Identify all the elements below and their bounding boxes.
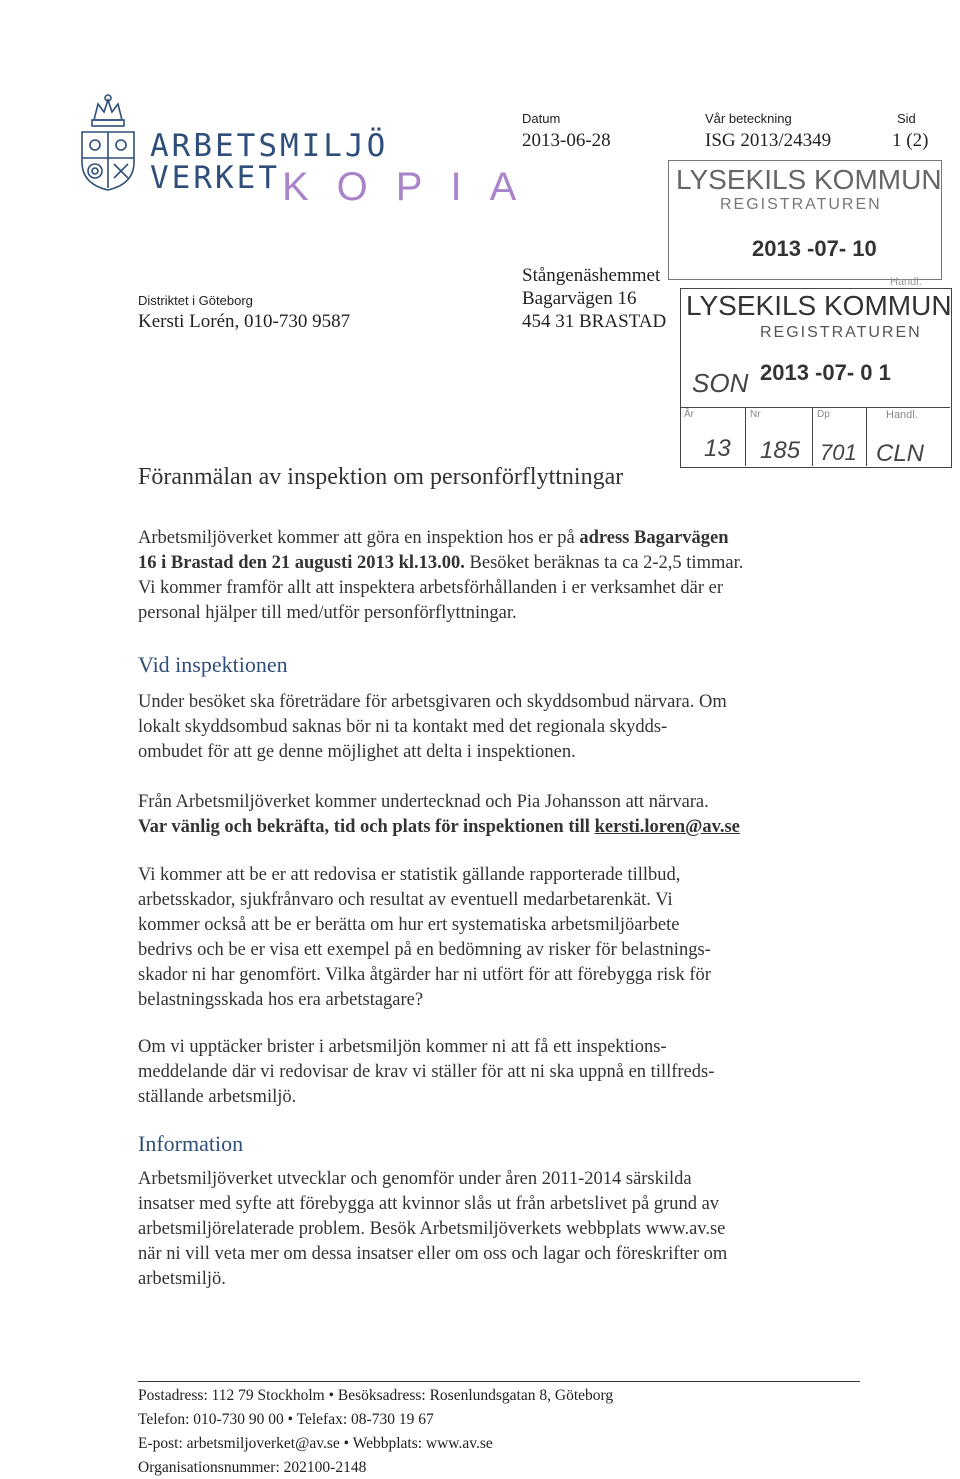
document-title: Föranmälan av inspektion om personförflyttningar: [138, 464, 624, 490]
inspection-p4-l3: ställande arbetsmiljö.: [138, 1087, 297, 1107]
stamp1-sub: REGISTRATUREN: [720, 196, 882, 213]
stamp2-col1: [745, 407, 746, 466]
section-heading-inspection: Vid inspektionen: [138, 652, 288, 677]
logo-wordmark-line2: VERKET: [150, 160, 280, 196]
copy-stamp: KOPIA: [282, 165, 545, 209]
intro-line1: Arbetsmiljöverket kommer att göra en inspektion hos er på adress Bagarvägen: [138, 528, 729, 548]
inspection-p3-l3: kommer också att be er berätta om hur ert systematiska arbetsmiljöarbete: [138, 915, 680, 935]
footer-divider: [138, 1381, 860, 1382]
reference-label: Vår beteckning: [705, 111, 792, 126]
stamp2-name: LYSEKILS KOMMUN: [686, 290, 952, 321]
recipient-name: Stångenäshemmet: [522, 265, 661, 286]
recipient-postal: 454 31 BRASTAD: [522, 311, 667, 332]
inspection-p3-l4: bedrivs och be er visa ett exempel på en bedömning av risker för belastnings-: [138, 940, 711, 960]
reference-value: ISG 2013/24349: [705, 130, 832, 151]
crest-logo-icon: [76, 92, 140, 192]
information-l3: arbetsmiljörelaterade problem. Besök Arbetsmiljöverkets webbplats www.av.se: [138, 1219, 726, 1239]
inspection-p3-l6: belastningsskada hos era arbetstagare?: [138, 990, 424, 1010]
stamp2-sub: REGISTRATUREN: [760, 324, 922, 341]
information-l1: Arbetsmiljöverket utvecklar och genomför under åren 2011-2014 särskilda: [138, 1169, 692, 1189]
recipient-street: Bagarvägen 16: [522, 288, 637, 309]
intro-line3: Vi kommer framför allt att inspektera arbetsförhållanden i er verksamhet där er: [138, 578, 723, 598]
stamp2-hand-dp: 701: [820, 440, 857, 465]
inspection-p2-l1: Från Arbetsmiljöverket kommer undertecknad och Pia Johansson att närvara.: [138, 792, 709, 812]
stamp2-hand-handl: CLN: [876, 440, 925, 467]
stamp2-hand-ar: 13: [704, 435, 731, 462]
intro-line4: personal hjälper till med/utför personförflyttningar.: [138, 603, 517, 623]
stamp2-cell-ar: År: [684, 409, 694, 420]
date-label: Datum: [522, 111, 561, 126]
district-label: Distriktet i Göteborg: [138, 293, 253, 308]
section-heading-information: Information: [138, 1131, 244, 1156]
inspection-p3-l1: Vi kommer att be er att redovisa er statistik gällande rapporterade tillbud,: [138, 865, 681, 885]
footer-phone: Telefon: 010-730 90 00 • Telefax: 08-730 19 67: [138, 1411, 434, 1428]
intro-line2: 16 i Brastad den 21 augusti 2013 kl.13.00. Besöket beräknas ta ca 2-2,5 timmar.: [138, 553, 744, 573]
stamp2-divider: [680, 407, 950, 408]
footer-postal: Postadress: 112 79 Stockholm • Besöksadress: Rosenlundsgatan 8, Göteborg: [138, 1387, 614, 1404]
inspection-p2-l2: Var vänlig och bekräfta, tid och plats för inspektionen till kersti.loren@av.se: [138, 817, 740, 837]
stamp2-initials: SON: [692, 368, 749, 398]
information-l4: när ni vill veta mer om dessa insatser eller om oss och lagar och föreskrifter om: [138, 1244, 728, 1264]
inspection-p4-l1: Om vi upptäcker brister i arbetsmiljön kommer ni att få ett inspektions-: [138, 1037, 667, 1057]
inspection-p4-l2: meddelande där vi redovisar de krav vi ställer för att ni ska uppnå en tillfreds-: [138, 1062, 715, 1082]
information-l2: insatser med syfte att förebygga att kvinnor slås ut från arbetslivet på grund av: [138, 1194, 720, 1214]
sender-contact: Kersti Lorén, 010-730 9587: [138, 311, 351, 332]
stamp1-name: LYSEKILS KOMMUN: [676, 164, 942, 195]
stamp2-cell-nr: Nr: [750, 409, 761, 420]
inspection-p3-l5: skador ni har genomfört. Vilka åtgärder har ni utfört för att förebygga risk för: [138, 965, 711, 985]
email-link[interactable]: kersti.loren@av.se: [594, 817, 740, 837]
stamp2-col3: [866, 407, 867, 466]
information-l5: arbetsmiljö.: [138, 1269, 226, 1289]
stamp2-hand-nr: 185: [760, 437, 801, 464]
stamp2-col2: [812, 407, 813, 466]
page-label: Sid: [897, 111, 916, 126]
page-value: 1 (2): [892, 130, 929, 151]
stamp2-cell-handl: Handl.: [886, 409, 918, 421]
inspection-p3-l2: arbetsskador, sjukfrånvaro och resultat av eventuell medarbetarenkät. Vi: [138, 890, 673, 910]
stamp2-date: 2013 -07- 0 1: [760, 360, 891, 385]
stamp1-corner: Handl.: [890, 276, 922, 288]
logo-wordmark-line1: ARBETSMILJÖ: [150, 128, 389, 164]
footer-email-web: E-post: arbetsmiljoverket@av.se • Webbplats: www.av.se: [138, 1435, 493, 1452]
stamp2-cell-dp: Dp: [817, 409, 830, 420]
date-value: 2013-06-28: [522, 130, 611, 151]
inspection-p1-l2: lokalt skyddsombud saknas bör ni ta kontakt med det regionala skydds-: [138, 717, 668, 737]
inspection-p1-l3: ombudet för att ge denne möjlighet att delta i inspektionen.: [138, 742, 576, 762]
stamp1-date: 2013 -07- 10: [752, 236, 877, 261]
footer-org-number: Organisationsnummer: 202100-2148: [138, 1459, 367, 1476]
inspection-p1-l1: Under besöket ska företrädare för arbetsgivaren och skyddsombud närvara. Om: [138, 692, 727, 712]
